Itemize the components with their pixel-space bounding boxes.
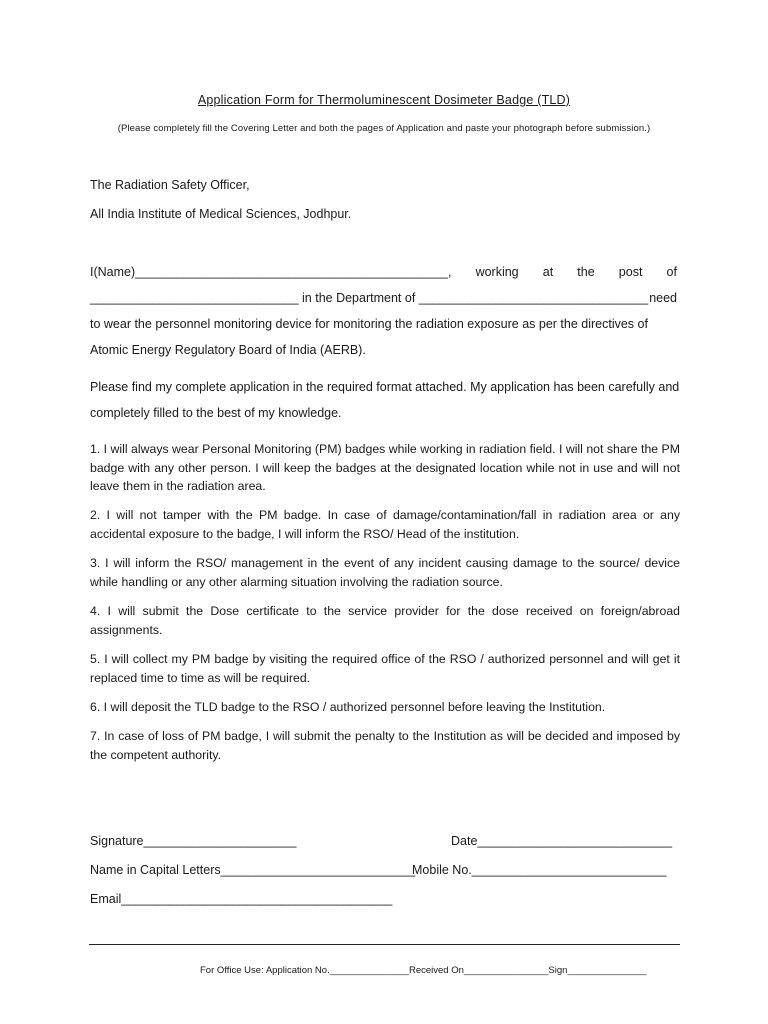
word: working <box>475 265 519 279</box>
word: of <box>666 265 677 279</box>
undertaking-item-4: 4. I will submit the Dose certificate to the service provider for the dose received on foreign/abroad assignments. <box>90 604 680 637</box>
mobile-field[interactable]: Mobile No.____________________________ <box>412 863 667 877</box>
undertaking-item-5: 5. I will collect my PM badge by visiting the required office of the RSO / authorized personnel and will get it replaced time to time as will be required. <box>90 652 680 685</box>
form-instructions: (Please completely fill the Covering Letter and both the pages of Application and paste your photograph before submission.) <box>117 123 651 134</box>
declaration-line-4: Atomic Energy Regulatory Board of India (AERB). <box>90 343 366 357</box>
undertaking-item-1: 1. I will always wear Personal Monitoring (PM) badges while working in radiation field. I will not share the PM badge with any other person. I will keep the badges at the designated location while not in use and will not leave them in the radiation area. <box>90 442 680 493</box>
declaration-line-3: to wear the personnel monitoring device for monitoring the radiation exposure as per the directives of <box>90 317 648 331</box>
email-field[interactable]: Email_______________________________________ <box>90 892 393 906</box>
name-field[interactable]: I(Name)_____________________________________________, <box>90 265 452 279</box>
name-capital-field[interactable]: Name in Capital Letters____________________________ <box>90 863 416 877</box>
post-department-field[interactable]: ______________________________ in the Department of _________________________________ <box>90 291 649 305</box>
undertaking-item-2: 2. I will not tamper with the PM badge. In case of damage/contamination/fall in radiation area or any accidental exposure to the badge, I will inform the RSO/ Head of the institution. <box>90 508 680 541</box>
office-use-divider <box>89 944 680 945</box>
word: post <box>618 265 643 279</box>
word: at <box>542 265 554 279</box>
addressee-line-1: The Radiation Safety Officer, <box>90 178 250 192</box>
word: the <box>577 265 595 279</box>
date-field[interactable]: Date____________________________ <box>451 834 673 848</box>
word: need <box>649 291 677 305</box>
form-title: Application Form for Thermoluminescent Dosimeter Badge (TLD) <box>197 93 571 107</box>
undertaking-item-3: 3. I will inform the RSO/ management in the event of any incident causing damage to the source/ device while handling or any other alarming situation involving the radiation source. <box>90 556 680 589</box>
signature-field[interactable]: Signature______________________ <box>90 834 297 848</box>
office-use-line: For Office Use: Application No._______________Received On________________Sign_______________ <box>200 965 647 976</box>
declaration-line-1 <box>90 265 677 279</box>
declaration-line-2 <box>90 291 677 305</box>
undertaking-item-7: 7. In case of loss of PM badge, I will submit the penalty to the Institution as will be decided and imposed by the competent authority. <box>90 729 680 762</box>
application-statement: Please find my complete application in the required format attached. My application has been carefully and completely filled to the best of my knowledge. <box>90 380 680 420</box>
undertaking-item-6: 6. I will deposit the TLD badge to the RSO / authorized personnel before leaving the Institution. <box>90 700 606 714</box>
addressee-line-2: All India Institute of Medical Sciences, Jodhpur. <box>90 207 352 221</box>
